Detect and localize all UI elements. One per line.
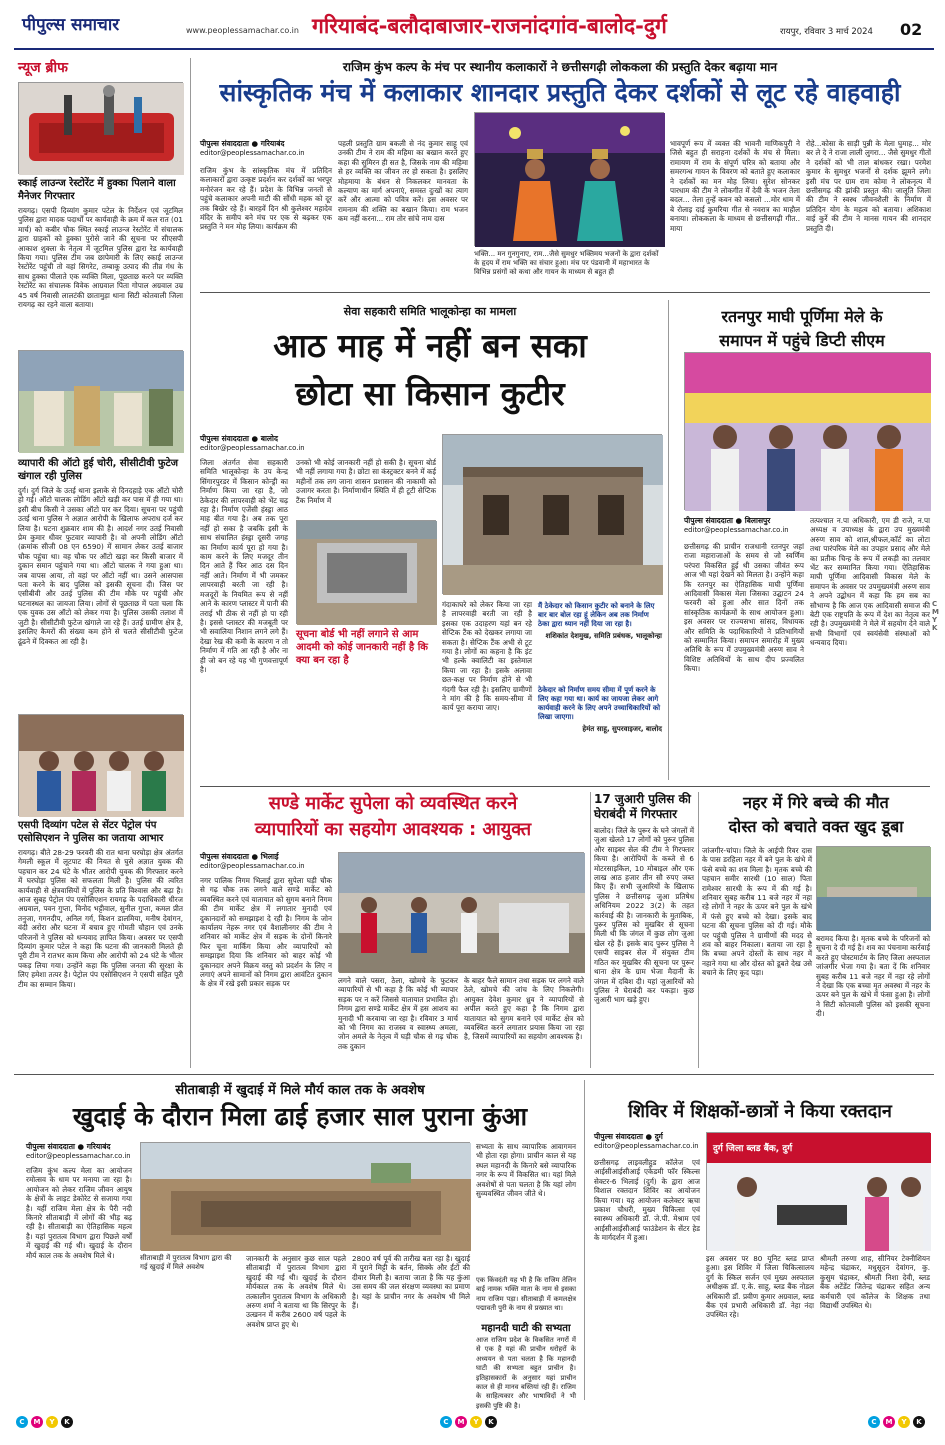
kutir-col0: जिला अंतर्गत सेवा सहकारी समिति भालूकोन्हा के उप केन्द्र सिंगारपुरडर में किसान कोन्ड्री का निर्माण किया जा रहा है, जो ठेकेदार की लापरवाही को भेंट चढ़ रहा है। निर्माण एजेंसी हंस्ड्रा आठ माह बीत गया है। अब तक पूरा नहीं हो सका है जबकि इसी के साथ संचालित हंस्ड्रा दूसरी जगह का निर्माण कार्य पूरा हो गया है। काम करने के लिए मजदूर तीन दिन आते हैं फिर आठ दस दिन नहीं आते। निर्माण में भी जमकर लापरवाही बरती जा रही है। मजदूरों के नियमित रूप से नहीं आने के कारण प्लास्टर में पानी की तराई भी ठीक से नहीं हो पा रही है। इससे प्लास्टर की मजबूती पर भी सवालिया निशान लगने लगे हैं। देखा रेख की कमी के कारण न तो निर्माण में गति आ रही है और ना ही जो बन रहे यह भी गुणवत्तापूर्ण है।	[200, 458, 288, 674]
auto-theft-photo	[18, 350, 183, 452]
kutir-building-photo	[442, 434, 662, 594]
rajim-byline-text: पीपुल्स संवाददाता ● गरियाबंद	[200, 139, 285, 148]
cmyk-m: M	[31, 1416, 43, 1428]
gambling-right-divider	[698, 792, 699, 1068]
masthead-rule	[14, 48, 934, 50]
kuan-col5: एक किंवदंती यह भी है कि राजिम तेलिन बाई नामक भक्ति माता के नाम से इसका नाम राजिम पड़ा। सीताबाड़ी में कमलक्षेत्र पद्मावती पुरी के नाम से प्रख्यात था।	[476, 1276, 576, 1313]
cmyk-marks-right	[868, 1416, 925, 1428]
blood-banner-text: दुर्ग जिला ब्लड बैंक, दुर्ग	[713, 1144, 793, 1154]
brief2-body: दुर्ग। दुर्ग जिले के उतई थाना इलाके से दिनदहाड़े एक ऑटो चोरी हो गई। ऑटो चालक लोडिंग ऑटो खड़ी कर पास में ही गया था। इसी बीच किसी ने उसका ऑटो पार कर दिया। सूचना पर पहुंची उतई थाना पुलिस ने अज्ञात आरोपी के खिलाफ अपराध दर्ज कर लिया है। घटना शुक्रवार शाम की है। आदर्श नगर उतई निवासी प्रेम कुमार धीवर फुटवार व्यापारी है। वो अपनी लोडिंग ऑटो (क्रमांक सीजी 08 एन 6590) में सामान लेकर उतई बाजार चौक पहुंचा था। वह चौक पर ऑटो खड़ा कर किसी बाजार में दुकान समान पहुंचाने गया था। ऑटो चालक ने गया हुआ था। जब वापस आया, तो वहां पर ऑटो नहीं था। उसने आसपास पता करने के बाद पुलिस को इसकी सूचना दी। जिस पर एसीबीवी और उतई पुलिस की टीम मौके पर पहुंची और घटनास्थल का जायजा लिया। लोगों से पूछताछ में पता चला कि एक युवक उस ऑटो को लेकर गया है। पुलिस उसकी तलाश में जुटी है। सीसीटीवी फुटेज खंगाले जा रहे हैं। उतई ग्रामीण क्षेत्र है, इसलिए कैमरों की संख्या कम होने से चलते सीसीटीवी फुटेज ढूंढने में दिक्कत आ रही है।	[18, 486, 183, 646]
blood-col2: इस अवसर पर 80 यूनिट ब्लड प्राप्त हुआ। इस शिविर में जिला चिकित्सालय दुर्ग के स्किल सर्जन एवं मुख्य अस्पताल अधीक्षक डॉ. ए.के. साहू, ब्लड बैंक नोडल अधिकारी डॉ. प्रवीण कुमार अग्रवाल, ब्लड बैंक एवं प्रभारी अधिकारी डॉ. नेहा नंदा उपस्थित रहे।	[706, 1254, 814, 1320]
kutir-right-divider	[668, 300, 669, 780]
kuan-col6: आज राजिम प्रदेश के विकसित नगरों में से एक है यहां की प्राचीन धरोहरों के अध्ययन से पता चलता है कि महानदी घाटी की सभ्यता बहुत प्राचीन है। इतिहासकारों के अनुसार यहां प्राचीन काल से ही मानव बस्तियां रही हैं। राजिम के साहित्यकार और भाषाविदों ने भी इसकी पुष्टि की है।	[476, 1336, 576, 1410]
ratanpur-col2: तत्पश्चात न.पा अधिकारी, एम डी राजे, न.पा अध्यक्ष व उपाध्यक्ष के द्वारा उप मुख्यमंत्री अरुण साव को शाल,श्रीफल,कॉर्ट का लोटा तथा पारंपरिक मेले का उपहार प्रसाद और मेले का प्रतीक चिन्ह के रूप में लकड़ी का तलवार भेंट कर सम्मानित किया गया। ऐतिहासिक माघी पूर्णिमा आदिवासी विकास मेले के समापन के अवसर पर उपमुख्यमंत्री अरुण साव ने अपने उद्बोधन में कहा कि हम सब का सौभाग्य है कि आज एक आदिवासी समाज की बेटी एक राष्ट्रपति के रूप में देश का नेतृत्व कर रही है। उपमुख्यमंत्री ने मेले में सहयोग देने वाले सभी विभागों एवं स्वयंसेवी संस्थाओं को धन्यवाद दिया।	[810, 516, 930, 648]
cmyk-k: K	[913, 1416, 925, 1428]
rajim-byline	[200, 139, 310, 157]
cmyk-y: Y	[46, 1416, 58, 1428]
kutir-email[interactable]: editor@peoplessamachar.co.in	[200, 444, 305, 452]
rajim-col2: पहली प्रस्तुति ग्राम बकली से नंद कुमार साहू एवं उनकी टीम ने राम की महिमा का बखान करते हुए कहा की सुमिरन ही सत है, जिसके नाम की महिमा से हर व्यक्ति का जीवन तर हो सकता है। इसलिए मोहमाया के बंधन से निकलकर मानवता के कल्याण का मार्ग अपनाएं, समस्त दुःखों का त्याग करें और आत्मा को पवित्र करें। इस अवसर पर रामनाम की शक्ति का बखान किया। राम भजन कम नहीं करना... राम तोर सांचे नाम दास	[338, 139, 468, 224]
supela-byline	[200, 852, 320, 870]
cmyk-marks-left	[16, 1416, 73, 1428]
kutir-quote2	[538, 686, 662, 734]
kutir-quote2-text: ठेकेदार को निर्माण समय सीमा में पूर्ण करने के लिए कहा गया था। कार्य का जायजा लेकर आगे कार्यवाही करने के लिए अपने उच्चाधिकारियों को लिखा जाएगा।	[538, 686, 661, 721]
drowning-col2: बरामद किया है। मृतक बच्चे के परिजनों को सूचना दे दी गई है। शव का पंचनामा कार्रवाई करते हुए पोस्टमार्टम के लिए जिला अस्पताल जांजगीर भेजा गया है। बता दें कि शनिवार सुबह करीब 11 बजे नहर में नहा रहे लोगों ने देखा कि एक बच्चा मृत अवस्था में नहर के ऊपर बने पुल के खंभे में फंसा हुआ है। लोगों ने सिटी कोतवाली पुलिस को इसकी सूचना दी।	[816, 934, 930, 1019]
supela-market-photo	[338, 852, 584, 972]
cmyk-c: C	[440, 1416, 452, 1428]
kuan-email[interactable]: editor@peoplessamachar.co.in	[26, 1152, 131, 1160]
ratanpur-email[interactable]: editor@peoplessamachar.co.in	[684, 526, 789, 534]
news-brief-label: न्यूज ब्रीफ	[18, 60, 68, 76]
rajim-email[interactable]: editor@peoplessamachar.co.in	[200, 149, 305, 157]
ratanpur-headline-line2: समापन में पहुंचे डिप्टी सीएम	[719, 331, 885, 350]
cmyk-c: C	[868, 1416, 880, 1428]
kutir-col1: उनको भी कोई जानकारी नहीं हो सकी है। सूचना बोर्ड भी नहीं लगाया गया है। छोटा सा कंस्ट्रक्टर बनने में कई महीनों तक लग जाना शासन प्रशासन की नाकामी को उजागर करता है। निर्माणाधीन स्थिति में ही टूटी सेप्टिक टैंक निर्माण में	[296, 458, 436, 505]
blood-camp-photo	[706, 1132, 930, 1250]
brief1-body: रायगढ़। एसपी दिव्यांग कुमार पटेल के निर्देशन एवं जूटमिल पुलिस द्वारा मादक पदार्थों पर कार्यवाही के क्रम में कल रात (01 मार्च) को कबीर चौक स्थित स्काई लाउन्ज रेस्टोरेंट में संचालक द्वारा ग्राहकों को हुक्का पुरोसे जाने की सूचना पर सीएसपी आकाश शुक्ला के नेतृत्व में जूटमिल पुलिस द्वारा रेड कार्यवाही किया गया। पुलिस टीम जब छापेमारी के लिए स्काई लाउन्ज रेस्टोरेंट पहुंची तो वहां सिगरेट, तम्बाकू उत्पाद की तीव्र गंध के साथ हुक्का पीलाते एक व्यक्ति मिला, पूछताछ करने पर व्यक्ति रेस्टोरेंट का संचालक विवेक आग्रवाल पिता गोपाल अग्रवाल उम्र 45 वर्ष निवासी लालटंकी छातामुड़ा थाना सिटी कोतवाली जिला रायगढ़ का रहने वाला बताया।	[18, 206, 183, 310]
supela-headline-line2: व्यापारियों का सहयोग आवश्यक : आयुक्त	[254, 819, 532, 840]
side-cmyk-mark: CMYK	[932, 600, 939, 632]
canal-photo	[816, 846, 930, 930]
page-number: 02	[900, 20, 923, 39]
cmyk-y: Y	[470, 1416, 482, 1428]
supela-col3: के बाहर फैले सामान तथा सड़क पर लगने वाले ठेले, खोमचे की जांच के लिए निकलेगी। आयुक्त देवेश कुमार ध्रुव ने व्यापारियों से अपील करते हुए कहा है कि निगम द्वारा यातायात को सुगम बनाने एवं मार्केट क्षेत्र को व्यवस्थित करने लगातार प्रयास किया जा रहा है, जिसमें व्यापारियों का सहयोग आवश्यक है।	[464, 976, 584, 1042]
issue-date: रायपुर, रविवार 3 मार्च 2024	[780, 27, 873, 37]
cmyk-c: C	[16, 1416, 28, 1428]
region-title: गरियाबंद-बलौदाबाजार-राजनांदगांव-बालोद-दुर्ग	[312, 14, 667, 38]
kutir-headline-line2: छोटा सा किसान कुटीर	[295, 374, 565, 413]
gambling-body: बालोद। जिले के पुरूर के घने जंगलों में जुआ खेलते 17 लोगों को पुरूर पुलिस और साइबर सेल की टीम ने गिरफ्तार किया है। आरोपियों के कब्जे से 6 मोटरसाइकिल, 10 मोबाइल और एक लाख आठ हजार तीन सौ रुपए जब्त किए हैं। सभी जुआरियों के खिलाफ पुलिस ने छत्तीसगढ़ जुआ प्रतिषेध अधिनियम 2022 3(2) के तहत कार्रवाई की है। जानकारी के मुताबिक, पुरूर पुलिस को मुखबिर से सूचना मिली थी कि जंगल में कुछ लोग जुआ खेल रहे हैं। इसके बाद पुरूर पुलिस ने एसपी साइबर सेल में संयुक्त टीम गठित कर मुखबिर की सूचना पर पुरूर थाना क्षेत्र के ग्राम भेजा मैदानी के जंगल में दबिश दी। यहां जुआरियों को पुलिस ने घेराबंदी कर पकड़ा। कुछ जुआरी भाग खड़े हुए।	[594, 826, 694, 1005]
kutir-callout: सूचना बोर्ड भी नहीं लगाने से आम आदमी को कोई जानकारी नहीं है कि क्या बन रहा है	[296, 629, 428, 666]
rajim-col4: रोहे...कोसा के साड़ी पुन्नी के मेला घुमाह... मोर बर ले दे ने राजा लाली लुगरा... जैसे सुमधुर गीतों ने दर्शकों को भी ताल बांधकर रखा। परमेश कुमार के सुमधुर भजनों से दर्शक झूमने लगे। इसी मंच पर ग्राम राम कोमा ने लोकनृत्य में छत्तीसगढ़ की झांकी प्रस्तुत की। जालूति जिला की टीम ने स्वस्थ जीवनशैली के निर्माण में प्रतिदिन योग के महत्व को बताया। अशिकाश वाई कुर्रे की टीम ने मानस गायन की शानदार प्रस्तुति दी।	[806, 139, 931, 233]
kuan-headline: खुदाई के दौरान मिला ढाई हजार साल पुराना कुंआ	[72, 1102, 528, 1131]
kuan-kicker: सीताबाड़ी में खुदाई में मिले मौर्य काल तक के अवशेष	[175, 1083, 425, 1098]
brief3-headline: एसपी दिव्यांग पटेल से सेंटर पेट्रोल पंप एसोसिएशन ने पुलिस का जताया आभार	[18, 820, 164, 844]
ratanpur-byline-text: पीपुल्स संवाददाता ● बिलासपुर	[684, 516, 771, 525]
rajim-col3: भावपूर्ण रूप में व्यक्त की भावनी माणिकपुरी ने जिसे बहुत ही सराहना दर्शकों के मंच से मिला। रामायण में राम के संपूर्ण चरित्र को बताया और समरगन्ध गायन के विवरण को बताते हुए कलाकार ने दर्शकों का मन मोह लिया। सुरेश सोनकर पारधाम की टीम ने लोकगीत में देवी के भजन तेला बदल... तेला तुन्हें कवन को कसलो ...मोर धाम में बे रोलाइ दाई कुमरिया गीत से नवरात्र का माहौल बनाया। लोककला के माध्यम से छत्तीसगढ़ी गीत.. माया	[670, 139, 800, 233]
supela-col1: नगर पालिक निगम भिलाई द्वारा सुपेला घड़ी चौक से गढ़ चौक तक लगने वाले सण्डे मार्केट को व्यवस्थित करने एवं यातायात को सुगम बनाने निगम की टीम मार्केट क्षेत्र में लगातार मुनादी एवं दुकानदारों को समझाइश दे रही है। निगम के जोन कार्यालय नेहरू नगर एवं वैशालीनगर की टीम ने शनिवार को मार्केट क्षेत्र में सड़क के दोनों किनारे फिर चूना मार्किंग किया और व्यापारियों को समझाइश दिया कि शनिवार को बाहर कोई भी दुकानदार अपने विक्रय वस्तु को प्रदर्शन के लिए न लगाएं अपने सामानों को निगम द्वारा आवंटित दुकान के क्षेत्र में रखे इसी प्रकार सड़क पर	[200, 876, 332, 989]
site-url[interactable]: www.peoplessamachar.co.in	[186, 26, 299, 35]
kutir-quote2-name: हेमंत साहू, सुपरवाइजर, बालोद	[582, 725, 662, 733]
hookah-photo	[18, 82, 183, 174]
kutir-quote1	[538, 602, 662, 641]
blood-col1: छत्तीसगढ़ लाइवलीहुड कॉलेज एवं आईसीआईसीआई एकेडमी फॉर स्किल्स सेक्टर-6 भिलाई (दुर्ग) के द्वारा आज विशाल रक्तदान शिविर का आयोजन किया गया। यह आयोजन कलेक्टर ऋचा प्रकाश चौधरी, मुख्य चिकित्सा एवं स्वास्थ्य अधिकारी डॉ. जे.पी. मेश्राम एवं आईसीआईसीआई फाउंडेशन के सेंटर हेड के मार्गदर्शन में हुआ।	[594, 1158, 700, 1243]
rajim-col1: राजिम कुंभ के सांस्कृतिक मंच में प्रतिदिन कलाकारों द्वारा उत्कृष्ट प्रदर्शन कर दर्शकों का भरपूर मनोरंजन कर रहे हैं। प्रदेश के विभिन्न जनतों से पहुंचे कलाकार अपनी माटी की सौंधी महक को दूर तक बिखेर रहे हैं। बारहवें दिन श्री कुलेश्वर महादेव मंदिर के समीप बने मंच पर एक से बढ़कर एक प्रस्तुति ने मन मोह लिया। कार्यक्रम की	[200, 166, 332, 232]
ratanpur-stage-photo	[684, 352, 930, 510]
petrol-association-photo	[18, 714, 183, 816]
drowning-headline-line1: नहर में गिरे बच्चे की मौत	[743, 793, 889, 812]
supela-col2: लगने वाले पसरा, ठेला, खोमचे के फुटकर व्यापारियों से भी कहा है कि कोई भी व्यापार सड़क पर न करें जिससे यातायात प्रभावित हो। निगम द्वारा सण्डे मार्केट क्षेत्र में हस आशय का मुनादी भी करवाया जा रहा है। रविवार 3 मार्च को भी निगम का राजस्व व स्वास्थ्य अमला, जोन अमले के नेतृत्व में घड़ी चौक से गढ़ चौक तक दुकान	[338, 976, 458, 1051]
rajim-dance-photo	[474, 112, 664, 246]
rajim-bottom-rule	[200, 292, 930, 293]
drowning-body: जांजगीर-चांपा। जिले के आईपी रिवर दास के पास डरहिला नहर में बने पुल के खंभे में फंसे बच्चे का शव मिला है। मृतक बच्चे की पहचान समीर सारथी (10 साल) पिता रामेश्वर सारथी के रूप में की गई है। शनिवार सुबह करीब 11 बजे नहर में नहा रहे लोगों ने नहर के ऊपर बने पुल के खंभे में फंसे हुए बच्चे को देखा। इसके बाद घटना की सूचना पुलिस को दी गई। मौके पर पहुंची पुलिस ने ग्रामीणों की मदद से शव को बाहर निकाला। बताया जा रहा है कि बच्चा अपने दोस्तों के साथ नहर में नहाने गया था और दोस्त को डूबते देख उसे बचाने के लिए कूद पड़ा।	[702, 846, 812, 978]
left-column-divider	[190, 58, 191, 1068]
kutir-byline	[200, 434, 320, 452]
blood-headline: शिविर में शिक्षकों-छात्रों ने किया रक्तदान	[628, 1101, 892, 1122]
brief3-body: रायगढ़। बीते 28-29 फरवरी की रात थाना घरघोड़ा क्षेत्र अंतर्गत गेमली स्कूल में लूटपाट की नियत से घुसे अज्ञात युवक की पहचान कर 24 घंटे के भीतर आरोपी युवक की गिरफ्तार करने में घरघोड़ा पुलिस को सफलता मिली है। पुलिस की त्वरित कार्यवाही से क्षेत्रवासियों में पुलिस के प्रति विश्वास और बढ़ा है। आज सुबह पेट्रोल पंप एसोसिएशन रायगढ़ के पदाधिकारी धीरज अग्रवाल, पवन गुप्ता, विनोद भट्टीवाल, सुनील गुप्ता, कमल प्रीत तनुजा, गगनदीप, अनिल गर्ग, किशन डालमिया, मनीष देवांगन, वंदी अरोरा और घटना में बचाव हुए गोमती चौहान एवं उनके परिजनों ने पुलिस को धन्यवाद ज्ञापित किया। अवसर पर एसपी दिव्यांग कुमार पटेल ने कहा कि घटना की जानकारी मिलते ही पूरी टीम ने रातभर काम किया और आरोपी को 24 घंटे के भीतर पकड़ लिया गया। उन्होंने कहा कि पुलिस जनता की सुरक्षा के लिए हमेशा तत्पर है। पेट्रोल पंप एसोसिएशन ने एसपी सहित पूरी टीम का सम्मान किया।	[18, 848, 183, 989]
blood-email[interactable]: editor@peoplessamachar.co.in	[594, 1142, 699, 1150]
drowning-headline-line2: दोस्त को बचाते वक्त खुद डूबा	[728, 817, 904, 836]
kutir-col2: गंदाकाघरे को लेकर किया जा रहा है लापरवाही बरती जा रही है इसका एक उदाहरण यहां बन रहे सेप्टिक टैंक को देखकर लगाया जा सकता है। सेप्टिक टैंक अभी से टूट गया है। लोगों का कहना है कि इंट भी हल्के क्वालिटी का इस्तेमाल किया जा रहा है। इसके अलावा छत-कक्ष पर निर्माण होने से भी गंदगी फैल रही है। इसलिए ग्रामीणों ने मांग की है कि समय-सीमा में कार्य पूरा कराया जाए।	[442, 600, 532, 713]
kuan-col2: जानकारी के अनुसार कुछ साल पहले सीताबाड़ी में पुरातत्व विभाग द्वारा खुदाई की गई थी। खुदाई के दौरान मौर्यकाल तक के अवशेष मिले थे। तत्कालीन पुरातत्व विभाग के अधिकारी अरुण शर्मा ने बताया था कि सिरपुर के उत्खनन में करीब 2600 वर्ष पहले के अवशेष प्राप्त हुए थे।	[246, 1254, 346, 1329]
excavation-photo	[140, 1142, 470, 1250]
kuan-subhead: महानदी घाटी की सभ्यता	[481, 1323, 571, 1334]
blood-col3: श्रीमती तरुणा शाह, सीनियर टेक्नीशियन महेन्द्र चंद्राकर, मधुसूदन देवांगन, कु. कुसुम चंद्राकर, श्रीमती निशा देवी, ब्लड बैंक अटेंडेंट जितेन्द्र चंद्राकर सहित अन्य कर्मचारी एवं कॉलेज के शिक्षक तथा विद्यार्थी उपस्थित थे।	[820, 1254, 930, 1311]
supela-right-divider	[590, 792, 591, 1068]
ratanpur-col1: छत्तीसगढ़ की प्राचीन राजधानी रतनपुर जहां राजा महाराजाओं के समय से जो स्वर्णिम परंपरा विकसित हुई थी उसका जीवंत रूप आज भी यहां देखने को मिलता है। उन्होंने कहा कि रतनपुर का ऐतिहासिक माघी पूर्णिमा आदिवासी विकास मेला जिसका उद्घाटन 24 फरवरी को हुआ और सात दिनों तक सांस्कृतिक कार्यक्रमों के साथ आयोजन हुआ। इस अवसर पर राज्यसभा सांसद, विधायक और समिति के पदाधिकारियों ने प्रतिभागियों को सम्मानित किया। समापन समारोह में मुख्य अतिथि के रूप में उपमुख्यमंत्री अरुण साव ने विशिष्ट अतिथियों के साथ दीप प्रज्वलित किया।	[684, 542, 804, 674]
rajim-photo-caption: भक्ति... मन गुनगुनाए, राम...जैसे सुमधुर भक्तिमय भजनों के द्वारा दर्शकों के हृदय में राम भक्ति का संचार हुआ। मंच पर पंडवानी में महाभारत के विभिन्न प्रसंगों को कथा और गायन के माध्यम से बहुत ही	[474, 250, 659, 276]
kutir-headline-line1: आठ माह में नहीं बन सका	[273, 326, 587, 365]
ratanpur-byline	[684, 516, 804, 534]
supela-email[interactable]: editor@peoplessamachar.co.in	[200, 862, 305, 870]
brief1-headline: स्काई लाउन्ज रेस्टोरेंट में हुक्का पिलाने वाला मैनेजर गिरफ्तार	[18, 178, 176, 202]
rajim-headline: सांस्कृतिक मंच में कलाकार शानदार प्रस्तुति देकर दर्शकों से लूट रहे वाहवाही	[219, 78, 901, 107]
lower-rule	[14, 1074, 934, 1075]
ratanpur-headline-line1: रतनपुर माघी पूर्णिमा मेले के	[721, 307, 883, 326]
logo: पीपुल्स समाचार	[22, 15, 120, 35]
kutir-quote1-name: शशिकांत देशमुख, समिति प्रबंधक, भालूकोन्हा	[545, 632, 662, 640]
masthead	[0, 0, 945, 50]
blood-byline	[594, 1132, 704, 1150]
septic-tank-photo	[296, 520, 436, 624]
kuan-byline-text: पीपुल्स संवाददाता ● गरियाबंद	[26, 1142, 111, 1151]
kuan-col1: राजिम कुंभ कल्प मेला का आयोजन रमोत्सव के धाम पर मनाया जा रहा है। आयोजन को लेकर राजिम जीवन आयुष के क्षेत्रों के लाइट डेकोरेट से सजाया गया है। यहीं राजिम मेला क्षेत्र के पैरी नदी किनारे सीताबाड़ी में लोगों की भीड़ बढ़ रही है। सीताबाड़ी का ऐतिहासिक महत्व है। यहां पुरातत्व विभाग द्वारा पिछले वर्षों में खुदाई की गई थी। खुदाई के दौरान मौर्य काल तक के अवशेष मिले थे।	[26, 1166, 132, 1260]
gambling-headline: 17 जुआरी पुलिस की घेराबंदी में गिरफ्तार	[594, 792, 691, 821]
cmyk-y: Y	[898, 1416, 910, 1428]
cmyk-m: M	[455, 1416, 467, 1428]
mid-rule	[200, 786, 930, 787]
rajim-kicker: राजिम कुंभ कल्प के मंच पर स्थानीय कलाकारों ने छत्तीसगढ़ी लोककला की प्रस्तुति देकर बढ़ाया मान	[342, 60, 778, 74]
cmyk-m: M	[883, 1416, 895, 1428]
kutir-quote1-text: मैं ठेकेदार को किसान कुटीर को बनाने के लिए बार बार बोल रहा हूं लेकिन अब तक निर्माण ठेका द्वारा ध्यान नहीं दिया जा रहा है।	[538, 602, 655, 628]
supela-byline-text: पीपुल्स संवाददाता ● भिलाई	[200, 852, 279, 861]
kutir-byline-text: पीपुल्स संवाददाता ● बालोद	[200, 434, 278, 443]
kuan-col3: 2800 वर्ष पूर्व की तारीख बता रहा है। खुदाई में पुराने मिट्टी के बर्तन, सिक्के और ईंटों की दीवार मिली है। बताया जाता है कि यह कुंआ उस समय की जल संरक्षण व्यवस्था का प्रमाण है। यहां के प्राचीन नगर के अवशेष भी मिले हैं।	[352, 1254, 470, 1311]
kutir-kicker: सेवा सहकारी समिति भालूकोन्हा का मामला	[343, 305, 517, 318]
cmyk-k: K	[61, 1416, 73, 1428]
kuan-right-divider	[584, 1080, 585, 1400]
kuan-byline	[26, 1142, 136, 1160]
blood-byline-text: पीपुल्स संवाददाता ● दुर्ग	[594, 1132, 663, 1141]
kuan-col4: सभ्यता के साथ व्यापारिक आवागमन भी होता रहा होगा। प्राचीन काल से यह स्थल महानदी के किनारे बसे व्यापारिक नगर के रूप में विकसित था। यहां मिले अवशेषों से पता चलता है कि यहां लोग सुव्यवस्थित जीवन जीते थे।	[476, 1142, 576, 1199]
excavation-caption: सीताबाड़ी में पुरातत्व विभाग द्वारा की गई खुदाई में मिले अवशेष	[140, 1254, 232, 1271]
supela-headline-line1: सण्डे मार्केट सुपेला को व्यवस्थित करने	[268, 793, 518, 814]
cmyk-marks-center	[440, 1416, 497, 1428]
brief2-headline: व्यापारी की ऑटो हुई चोरी, सीसीटीवी फुटेज खंगाल रही पुलिस	[18, 458, 179, 482]
cmyk-k: K	[485, 1416, 497, 1428]
